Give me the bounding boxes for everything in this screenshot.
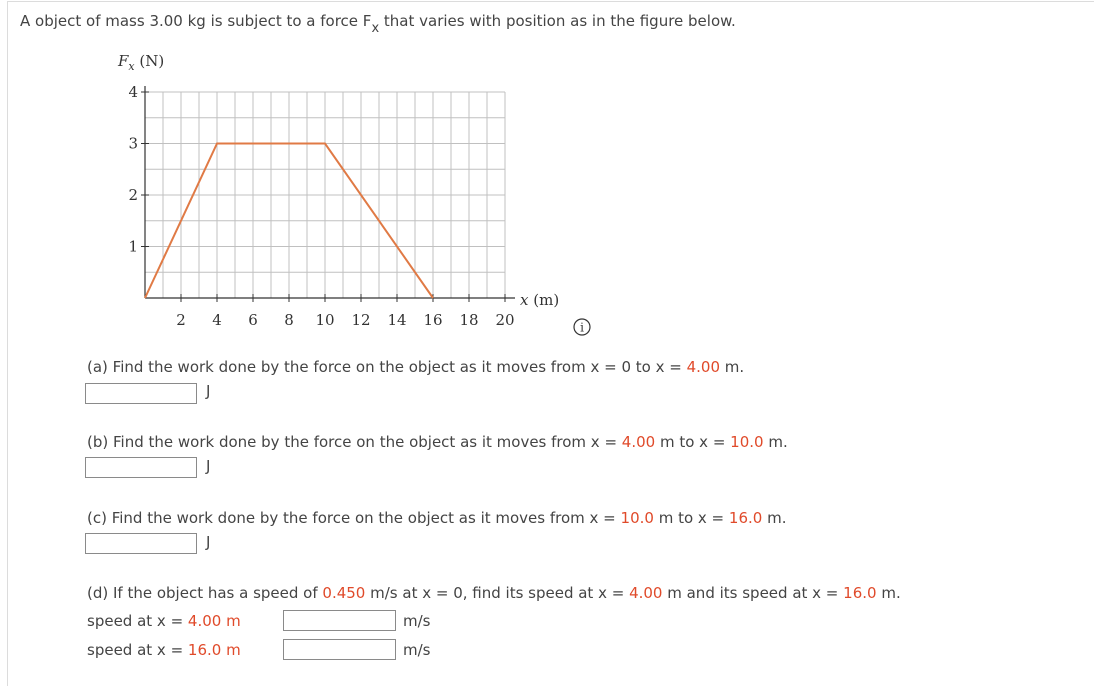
info-icon[interactable] <box>573 318 591 336</box>
answer-c-unit: J <box>206 533 211 551</box>
svg-text:i: i <box>580 320 584 335</box>
question-d-text: (d) If the object has a speed of 0.450 m/s at x = 0, find its speed at x = 4.00 m and its speed at x = 16.0 m. <box>87 584 901 602</box>
question-b-text: (b) Find the work done by the force on the object as it moves from x = 4.00 m to x = 10.0 m. <box>87 433 788 451</box>
y-tick-label: 4 <box>128 83 138 101</box>
answer-b-input[interactable] <box>85 457 197 478</box>
x-tick-label: 6 <box>248 311 258 329</box>
speed-row-2-label: speed at x = 16.0 m <box>87 641 241 659</box>
x-tick-label: 8 <box>284 311 294 329</box>
force-position-chart <box>110 48 570 338</box>
x-tick-label: 12 <box>351 311 371 329</box>
x-tick-label: 20 <box>495 311 515 329</box>
speed-16m-input[interactable] <box>283 639 396 660</box>
answer-c-input[interactable] <box>85 533 197 554</box>
answer-a-input[interactable] <box>85 383 197 404</box>
speed-4m-input[interactable] <box>283 610 396 631</box>
y-tick-label: 3 <box>128 134 138 153</box>
x-tick-label: 16 <box>423 311 443 329</box>
x-tick-label: 10 <box>315 311 335 329</box>
speed-4m-unit: m/s <box>403 612 431 630</box>
x-tick-label: 4 <box>212 311 222 329</box>
speed-row-1-label: speed at x = 4.00 m <box>87 612 241 630</box>
x-tick-label: 18 <box>459 311 479 329</box>
speed-16m-unit: m/s <box>403 641 431 659</box>
y-tick-label: 1 <box>128 237 138 256</box>
x-tick-label: 2 <box>176 311 186 329</box>
y-tick-label: 2 <box>128 186 138 204</box>
answer-a-unit: J <box>206 382 211 400</box>
problem-intro: A object of mass 3.00 kg is subject to a force $F_x$ that varies with position as in the figure below. <box>20 12 736 36</box>
answer-b-unit: J <box>206 457 211 475</box>
x-tick-label: 14 <box>387 311 407 329</box>
y-axis-label: $F_x$ (N) <box>118 52 165 73</box>
question-a-text: (a) Find the work done by the force on the object as it moves from x = 0 to x = 4.00 m. <box>87 358 745 376</box>
x-axis-label: x (m) <box>520 291 560 309</box>
question-c-text: (c) Find the work done by the force on the object as it moves from x = 10.0 m to x = 16.0 m. <box>87 509 787 527</box>
